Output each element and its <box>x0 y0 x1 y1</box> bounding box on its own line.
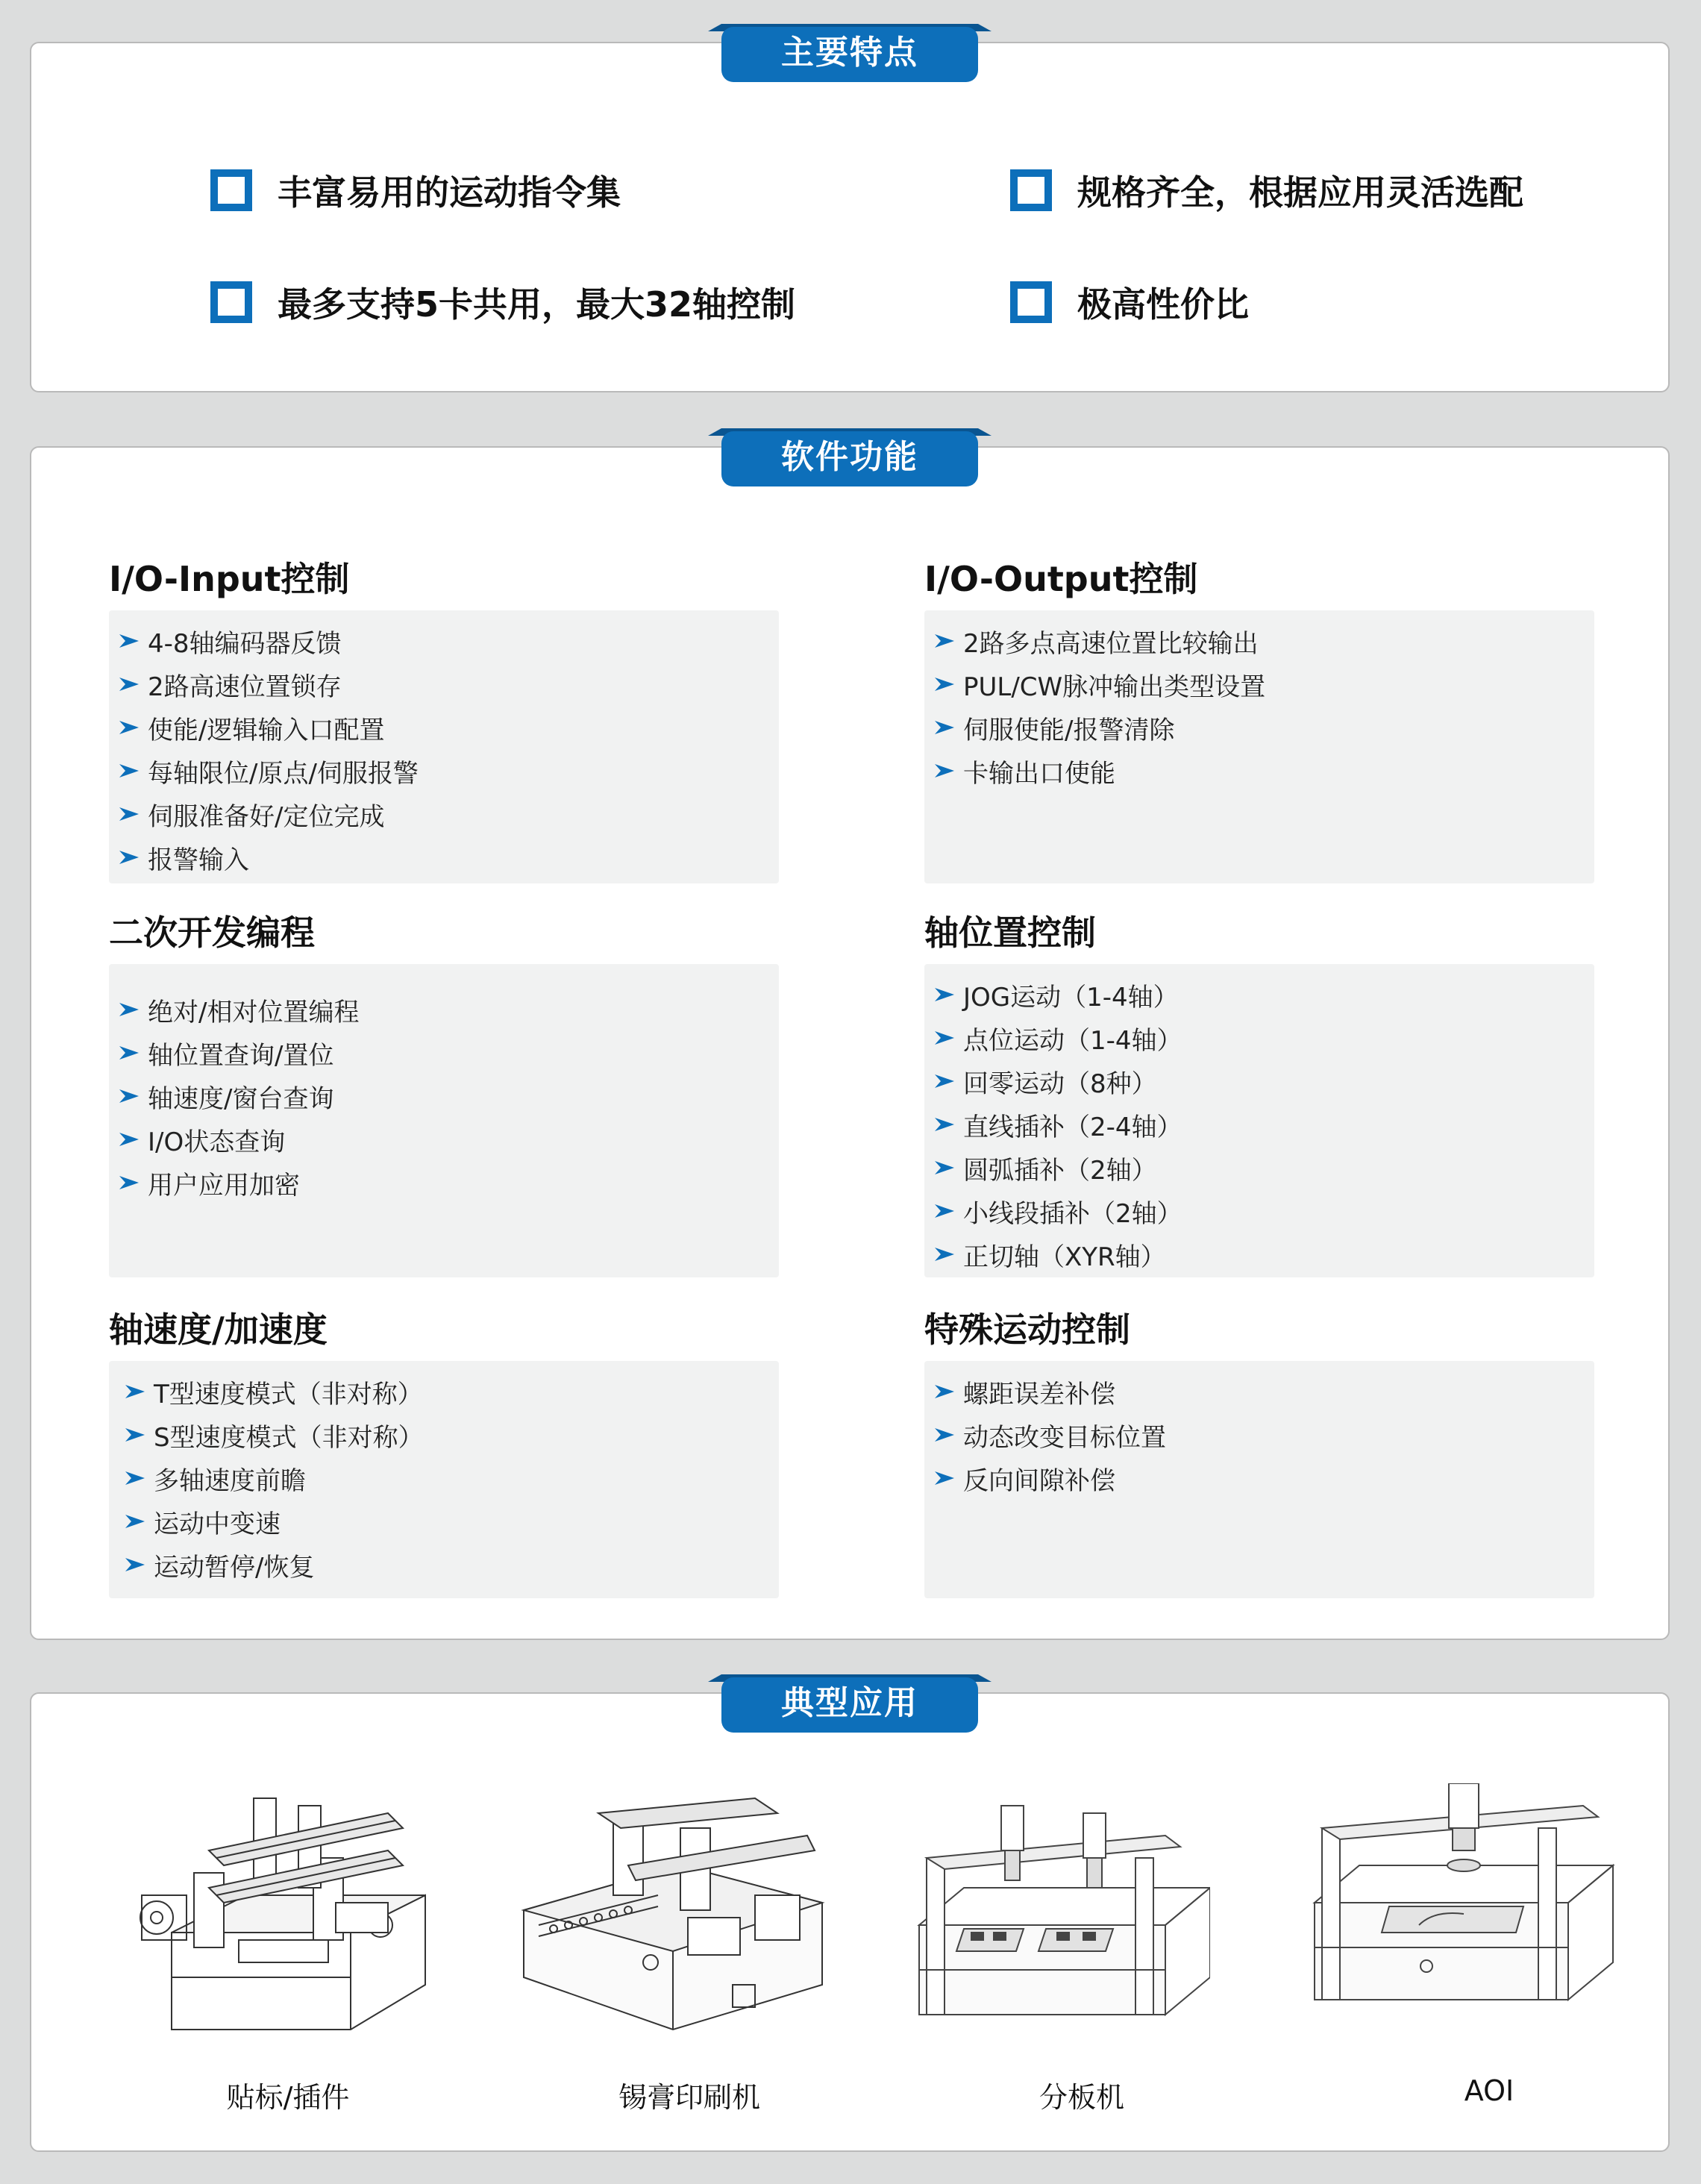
arrow-bullet-icon <box>932 1427 957 1443</box>
list-item <box>932 749 1594 792</box>
arrow-bullet-icon <box>932 1160 957 1176</box>
arrow-bullet-icon <box>932 1030 957 1046</box>
feature-text: 丰富易用的运动指令集 <box>278 172 621 213</box>
list-item-text: 2路高速位置锁存 <box>148 672 342 702</box>
checkbox-icon <box>210 169 252 211</box>
list-item <box>932 973 1594 1016</box>
arrow-bullet-icon <box>116 806 142 822</box>
arrow-bullet-icon <box>116 1174 142 1191</box>
feature-item <box>1010 278 1249 327</box>
section-title: 轴位置控制 <box>924 913 1096 953</box>
applications-panel <box>30 1684 1670 2152</box>
feature-item <box>210 166 621 215</box>
list-item <box>932 1370 1594 1413</box>
list-item-text: 卡输出口使能 <box>963 758 1115 789</box>
arrow-bullet-icon <box>116 763 142 779</box>
list-item <box>116 988 779 1031</box>
arrow-bullet-icon <box>116 1131 142 1148</box>
list-item-text: 回零运动（8种） <box>963 1068 1157 1099</box>
list-item <box>932 1146 1594 1189</box>
list-item <box>932 1016 1594 1060</box>
section-title: 轴速度/加速度 <box>109 1310 328 1350</box>
depaneling-machine-illustration <box>897 1798 1210 2044</box>
applications-title: 典型应用 <box>781 1684 918 1722</box>
list-item <box>932 1060 1594 1103</box>
section-box <box>924 1361 1594 1598</box>
feature-text: 规格齐全，根据应用灵活选配 <box>1077 172 1523 213</box>
software-title: 软件功能 <box>781 438 918 476</box>
arrow-bullet-icon <box>122 1513 148 1530</box>
section-title: I/O-Output控制 <box>924 559 1198 599</box>
arrow-bullet-icon <box>932 1246 957 1262</box>
list-item <box>116 836 779 879</box>
list-item-text: 圆弧插补（2轴） <box>963 1155 1157 1186</box>
list-item <box>122 1413 779 1456</box>
feature-item <box>1010 166 1523 215</box>
arrow-bullet-icon <box>116 849 142 866</box>
list-item-text: 绝对/相对位置编程 <box>148 997 360 1027</box>
list-item <box>932 706 1594 749</box>
arrow-bullet-icon <box>122 1427 148 1443</box>
checkbox-icon <box>1010 281 1052 323</box>
arrow-bullet-icon <box>116 1001 142 1018</box>
list-item <box>122 1456 779 1500</box>
list-item <box>122 1543 779 1586</box>
arrow-bullet-icon <box>932 633 957 649</box>
application-label: AOI <box>1464 2074 1514 2107</box>
list-item-text: S型速度模式（非对称） <box>154 1422 424 1453</box>
list-item <box>122 1370 779 1413</box>
arrow-bullet-icon <box>932 1073 957 1089</box>
list-item <box>932 619 1594 663</box>
aoi-machine-illustration <box>1300 1783 1628 2037</box>
section-box <box>109 1361 779 1598</box>
list-item <box>932 1233 1594 1276</box>
list-item-text: 报警输入 <box>148 845 249 875</box>
checkbox-icon <box>1010 169 1052 211</box>
list-item-text: 动态改变目标位置 <box>963 1422 1166 1453</box>
list-item-text: 轴速度/窗台查询 <box>148 1083 334 1114</box>
list-item-text: 正切轴（XYR轴） <box>963 1242 1166 1272</box>
features-tab <box>708 24 992 82</box>
section-box <box>924 964 1594 1277</box>
arrow-bullet-icon <box>116 1088 142 1104</box>
feature-item <box>210 278 795 327</box>
list-item <box>116 1118 779 1161</box>
application-label: 贴标/插件 <box>226 2081 350 2114</box>
list-item <box>932 663 1594 706</box>
list-item-text: 使能/逻辑输入口配置 <box>148 715 385 745</box>
arrow-bullet-icon <box>122 1383 148 1400</box>
features-panel <box>30 34 1670 392</box>
list-item <box>932 1413 1594 1456</box>
list-item-text: I/O状态查询 <box>148 1127 286 1157</box>
arrow-bullet-icon <box>932 986 957 1003</box>
list-item-text: PUL/CW脉冲输出类型设置 <box>963 672 1266 702</box>
arrow-bullet-icon <box>932 1116 957 1133</box>
list-item-text: 小线段插补（2轴） <box>963 1198 1182 1229</box>
software-panel <box>30 438 1670 1640</box>
list-item <box>122 1500 779 1543</box>
features-title: 主要特点 <box>781 34 918 72</box>
list-item-text: 点位运动（1-4轴） <box>963 1025 1182 1056</box>
list-item <box>116 792 779 836</box>
list-item-text: 运动中变速 <box>154 1509 281 1539</box>
arrow-bullet-icon <box>116 719 142 736</box>
section-title: 特殊运动控制 <box>924 1310 1130 1350</box>
labeling-machine-illustration <box>127 1783 440 2052</box>
arrow-bullet-icon <box>122 1556 148 1573</box>
list-item <box>116 749 779 792</box>
arrow-bullet-icon <box>932 719 957 736</box>
list-item-text: T型速度模式（非对称） <box>154 1379 423 1409</box>
list-item-text: 轴位置查询/置位 <box>148 1040 334 1071</box>
applications-tab <box>708 1674 992 1733</box>
arrow-bullet-icon <box>116 676 142 692</box>
list-item-text: 4-8轴编码器反馈 <box>148 628 342 659</box>
section-title: I/O-Input控制 <box>109 559 350 599</box>
list-item <box>932 1456 1594 1500</box>
list-item-text: 用户应用加密 <box>148 1170 300 1201</box>
section-title: 二次开发编程 <box>109 913 315 953</box>
list-item <box>116 663 779 706</box>
list-item <box>116 1074 779 1118</box>
section-box <box>109 964 779 1277</box>
arrow-bullet-icon <box>116 1045 142 1061</box>
software-tab <box>708 428 992 486</box>
list-item <box>932 1103 1594 1146</box>
arrow-bullet-icon <box>932 1383 957 1400</box>
list-item-text: JOG运动（1-4轴） <box>963 982 1179 1013</box>
list-item <box>116 619 779 663</box>
list-item-text: 反向间隙补偿 <box>963 1465 1115 1496</box>
arrow-bullet-icon <box>122 1470 148 1486</box>
arrow-bullet-icon <box>932 1203 957 1219</box>
application-label: 锡膏印刷机 <box>618 2081 760 2114</box>
arrow-bullet-icon <box>932 1470 957 1486</box>
application-label: 分板机 <box>1039 2081 1124 2114</box>
list-item-text: 伺服使能/报警清除 <box>963 715 1175 745</box>
list-item-text: 直线插补（2-4轴） <box>963 1112 1182 1142</box>
list-item <box>116 1161 779 1204</box>
list-item <box>116 1031 779 1074</box>
arrow-bullet-icon <box>116 633 142 649</box>
list-item-text: 螺距误差补偿 <box>963 1379 1115 1409</box>
feature-text: 极高性价比 <box>1077 284 1249 325</box>
arrow-bullet-icon <box>932 676 957 692</box>
list-item-text: 每轴限位/原点/伺服报警 <box>148 758 419 789</box>
feature-text: 最多支持5卡共用，最大32轴控制 <box>278 284 796 325</box>
list-item-text: 2路多点高速位置比较输出 <box>963 628 1259 659</box>
checkbox-icon <box>210 281 252 323</box>
section-box <box>109 610 779 883</box>
section-box <box>924 610 1594 883</box>
list-item-text: 伺服准备好/定位完成 <box>148 801 385 832</box>
list-item <box>116 706 779 749</box>
solder-paste-printer-illustration <box>509 1783 837 2052</box>
arrow-bullet-icon <box>932 763 957 779</box>
list-item <box>932 1189 1594 1233</box>
list-item-text: 多轴速度前瞻 <box>154 1465 306 1496</box>
list-item-text: 运动暂停/恢复 <box>154 1552 315 1583</box>
